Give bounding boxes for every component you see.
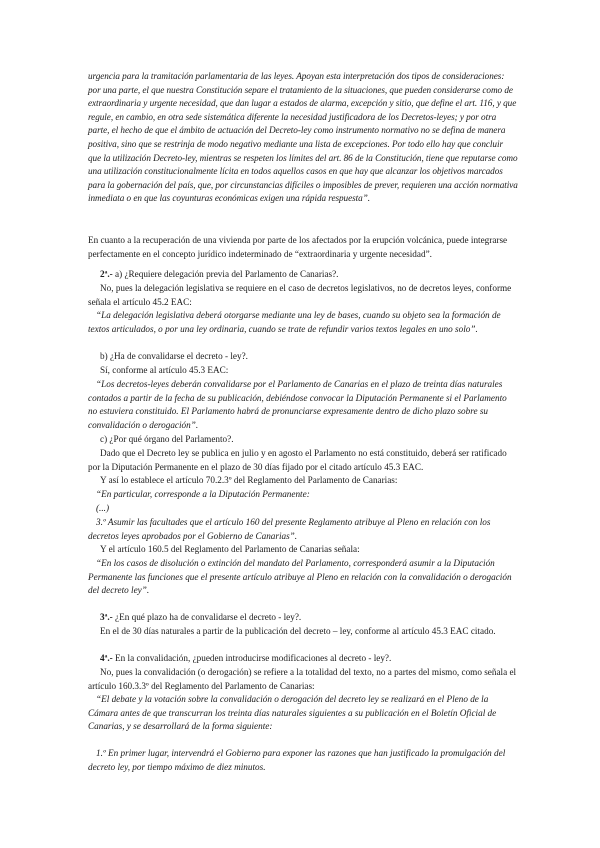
paragraph-art-70: Y así lo establece el artículo 70.2.3º del Reglamento del Parlamento de Canarias: <box>100 475 398 485</box>
answer-3: En el de 30 días naturales a partir de la publicación del decreto – ley, conforme al artículo 45.3 EAC citado. <box>100 626 496 636</box>
quote-art-45-2: “La delegación legislativa deberá otorgarse mediante una ley de bases, cuando su objeto sea la formación de textos articulados, o por una ley ordinaria, cuando se trate de refundir varios textos legales en uno solo”. <box>88 310 501 334</box>
quote-art-160-5: “En los casos de disolución o extinción del mandato del Parlamento, corresponderá asumir a la Diputación Permanente las funciones que el presente artículo atribuye al Pleno en relación con la convalidación o derogación del decreto ley”. <box>88 558 512 596</box>
quote-ellipsis: (...) <box>96 503 110 513</box>
answer-2c: Dado que el Decreto ley se publica en julio y en agosto el Parlamento no está constituido, deberá ser ratificado por la Diputación Permanente en el plazo de 30 días fijado por el citado artículo 45.3 EAC. <box>88 448 507 472</box>
answer-2a: No, pues la delegación legislativa se requiere en el caso de decretos legislativos, no de decretos leyes, conforme señala el artículo 45.2 EAC: <box>88 283 512 307</box>
quote-item-1: 1.º En primer lugar, intervendrá el Gobierno para exponer las razones que han justificado la promulgación del decreto ley, por tiempo máximo de diez minutos. <box>88 748 506 772</box>
question-2-heading <box>88 268 518 282</box>
question-4-heading <box>88 652 518 666</box>
question-text: En la convalidación, ¿pueden introducirse modificaciones al decreto - ley?. <box>112 653 392 663</box>
answer-2b: Sí, conforme al artículo 45.3 EAC: <box>100 365 229 375</box>
paragraph-art-160-5: Y el artículo 160.5 del Reglamento del Parlamento de Canarias señala: <box>100 544 360 554</box>
paragraph-recovery: En cuanto a la recuperación de una vivienda por parte de los afectados por la erupción volcánica, puede integrarse perfectamente en el concepto jurídico indeterminado de “extraordinaria y urgente necesidad”. <box>88 235 508 259</box>
quote-jurisprudence: urgencia para la tramitación parlamentaria de las leyes. Apoyan esta interpretación dos tipos de consideraciones: por una parte, el que nuestra Constitución separe el tratamiento de la situaciones, que pueden considerarse como de extraordinaria y urgente necesidad, que dan lugar a estados de alarma, excepción y sitio, que define el art. 116, y que regule, en cambio, en otra sede sistemática diferente la necesidad justificadora de los Decretos-leyes; y por otra parte, el hecho de que el ámbito de actuación del Decreto-ley como instrumento normativo no se defina de manera positiva, sino que se restrinja de modo negativo mediante una lista de excepciones. Por todo ello hay que concluir que la utilización Decreto-ley, mientras se respeten los límites del art. 86 de la Constitución, tiene que reputarse como una utilización constitucionalmente lícita en todos aquellos casos en que hay que alcanzar los objetivos marcados para la gobernación del país, que, por circunstancias difíciles o imposibles de prever, requieren una acción normativa inmediata o en que las coyunturas económicas exigen una rápida respuesta”. <box>88 71 518 204</box>
quote-art-160-3-3: “El debate y la votación sobre la convalidación o derogación del decreto ley se realizará en el Pleno de la Cámara antes de que transcurran los treinta días naturales siguientes a su publicación en el Boletín Oficial de Canarias, y se desarrollará de la forma siguiente: <box>88 694 497 732</box>
question-2c: c) ¿Por qué órgano del Parlamento?. <box>100 434 234 444</box>
quote-art-45-3: “Los decretos-leyes deberán convalidarse por el Parlamento de Canarias en el plazo de treinta días naturales contados a partir de la fecha de su publicación, debiéndose convocar la Diputación Permanente si el Parlamento no estuviera constituido. El Parlamento habrá de pronunciarse expresamente dentro de dicho plazo sobre su convalidación o derogación”. <box>88 379 507 430</box>
question-text: a) ¿Requiere delegación previa del Parlamento de Canarias?. <box>112 269 339 279</box>
quote-art-70-item-3: 3.º Asumir las facultades que el artículo 160 del presente Reglamento atribuye al Pleno en relación con los decretos leyes aprobados por el Gobierno de Canarias”. <box>88 517 491 541</box>
question-number: 2ª.- <box>100 269 113 279</box>
question-2b: b) ¿Ha de convalidarse el decreto - ley?. <box>100 351 248 361</box>
question-number: 3ª.- <box>100 612 113 622</box>
answer-4: No, pues la convalidación (o derogación) se refiere a la totalidad del texto, no a partes del mismo, como señala el artículo 160.3.3º del Reglamento del Parlamento de Canarias: <box>88 667 517 691</box>
question-3-heading <box>88 611 518 625</box>
quote-art-70-intro: “En particular, corresponde a la Diputación Permanente: <box>96 489 310 499</box>
question-number: 4ª.- <box>100 653 113 663</box>
question-text: ¿En qué plazo ha de convalidarse el decreto - ley?. <box>112 612 302 622</box>
